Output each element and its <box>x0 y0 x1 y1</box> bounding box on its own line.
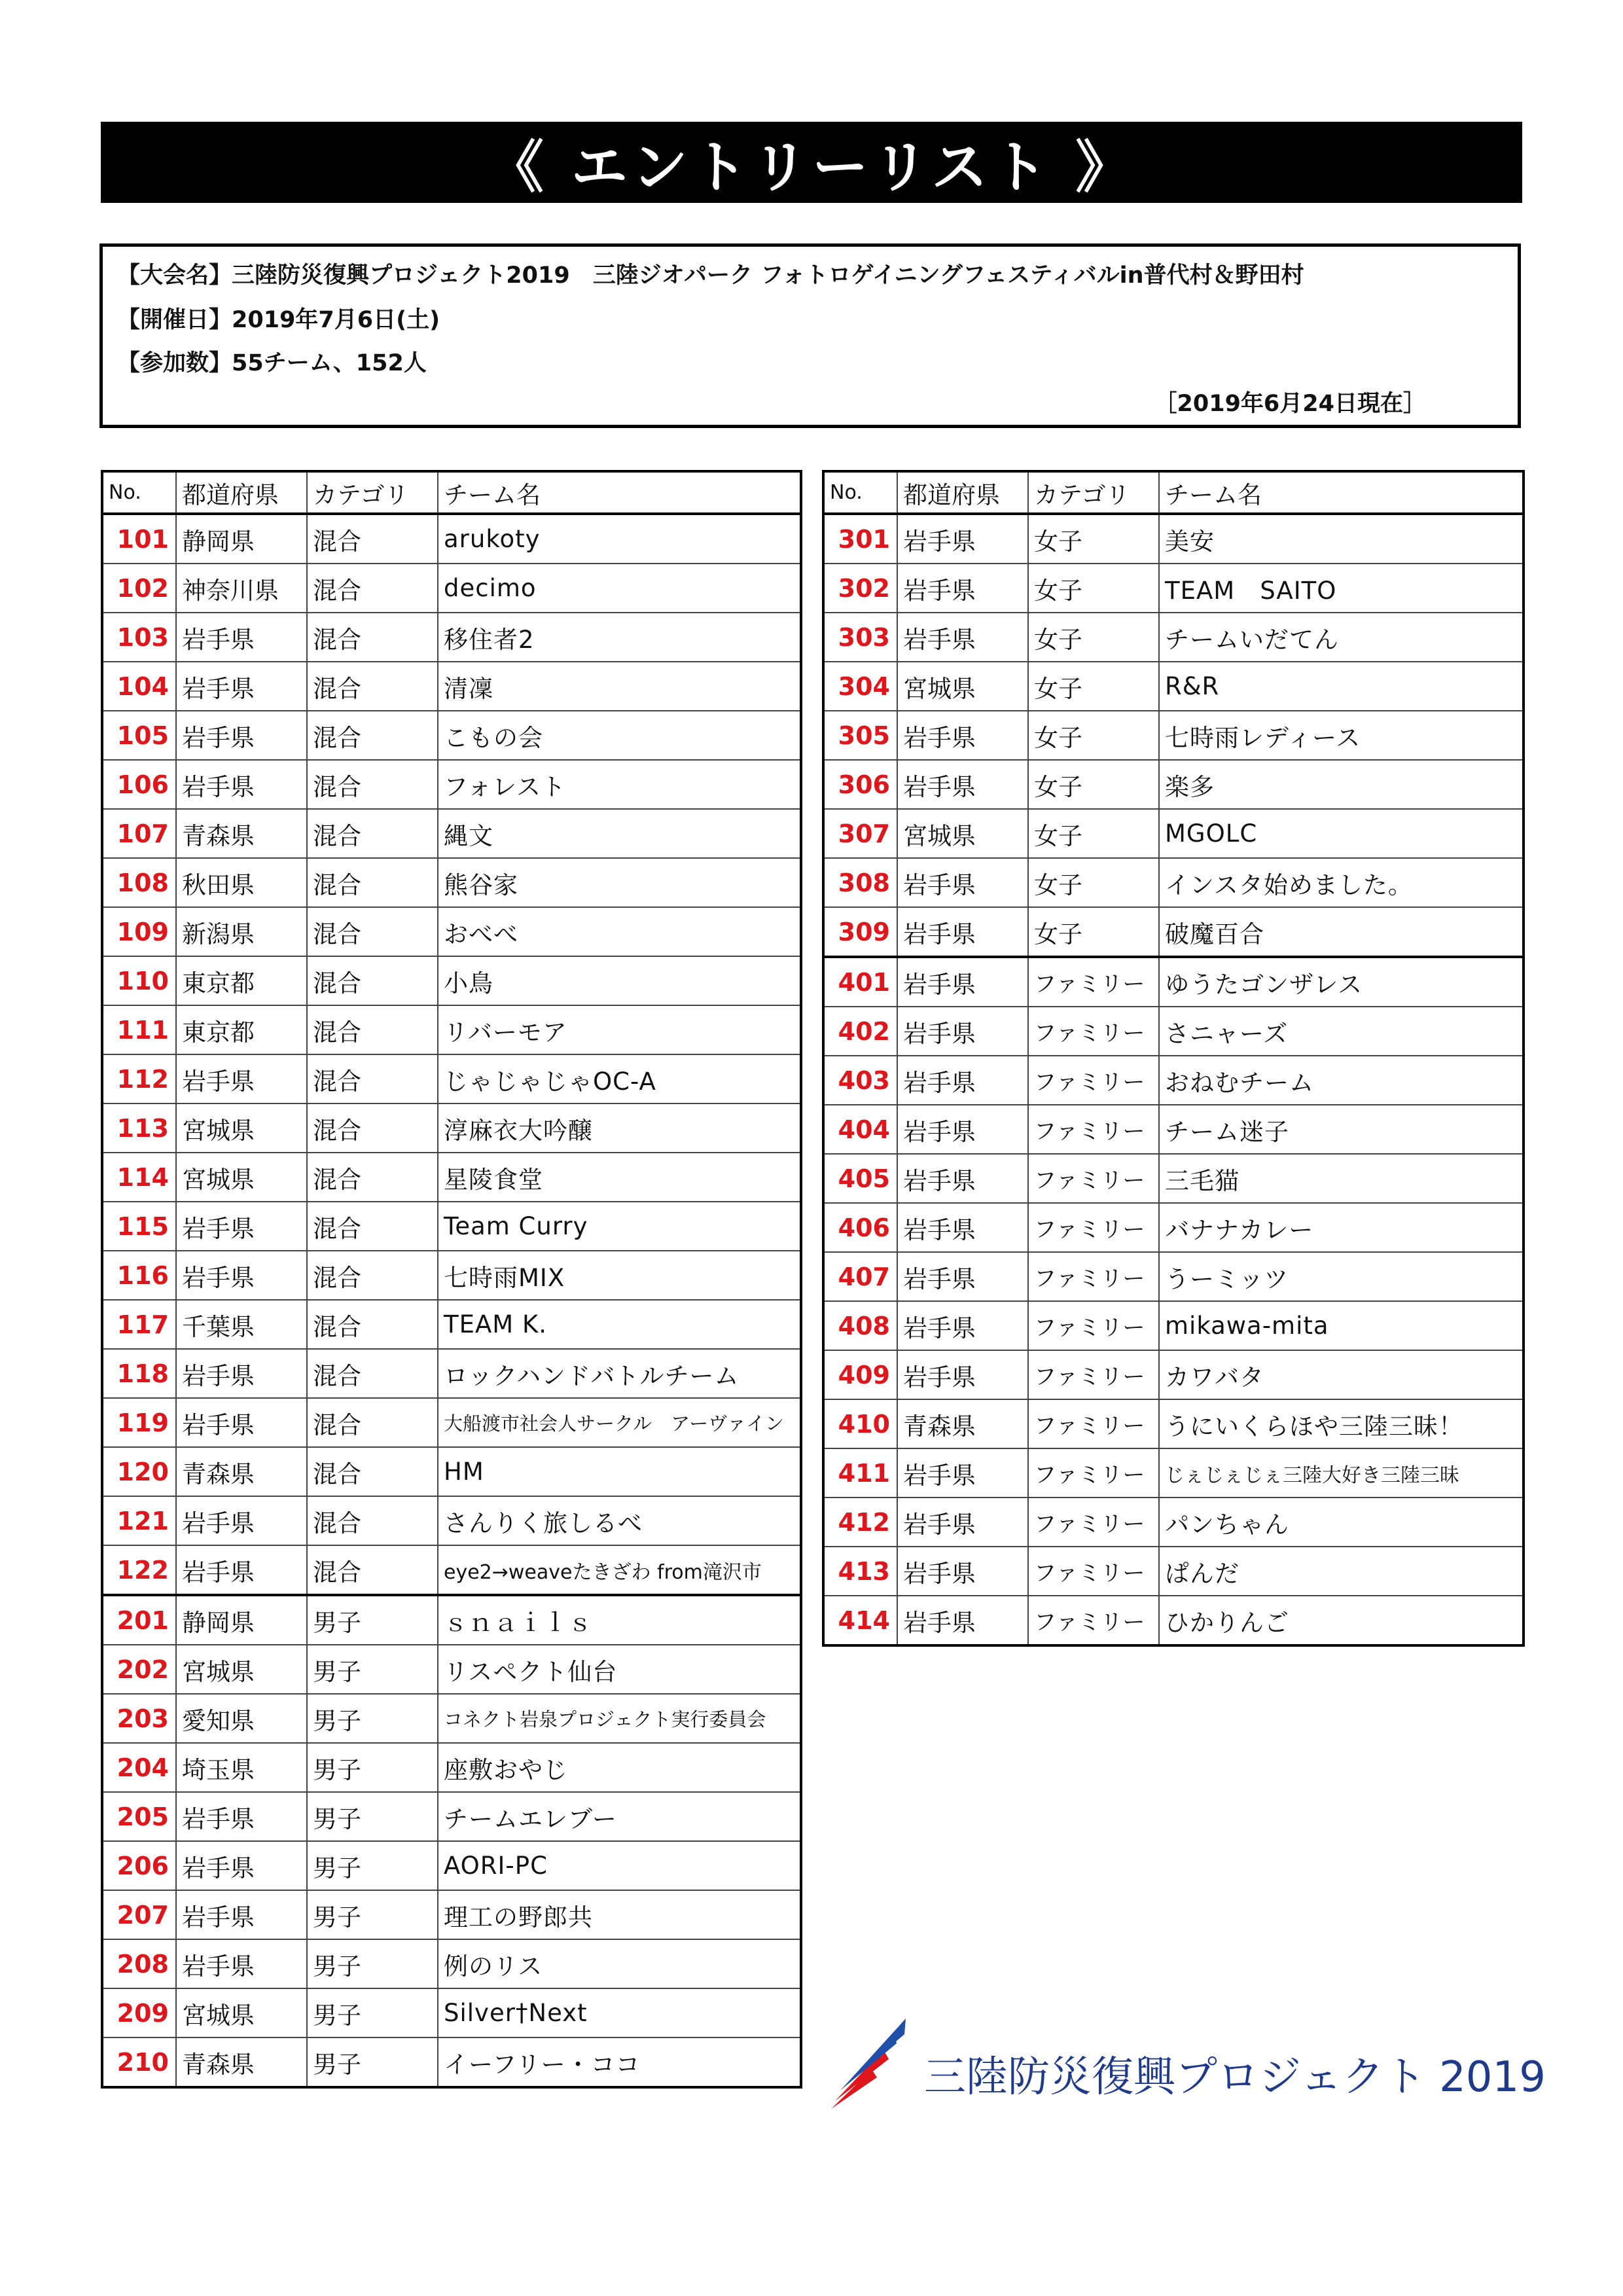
entry-team-name: TEAM K. <box>438 1300 801 1349</box>
entry-number: 201 <box>102 1595 176 1645</box>
entry-prefecture: 岩手県 <box>897 514 1028 564</box>
entry-team-name: arukoty <box>438 514 801 564</box>
table-row <box>823 1056 1524 1105</box>
entry-team-name: 熊谷家 <box>438 858 801 907</box>
table-row <box>102 809 801 858</box>
entry-team-name: ゆうたゴンザレス <box>1159 957 1524 1007</box>
entry-team-name: フォレスト <box>438 760 801 809</box>
logo-mark-icon <box>826 2017 918 2115</box>
header-no: No. <box>102 471 176 514</box>
entry-number: 413 <box>823 1547 897 1596</box>
entry-prefecture: 宮城県 <box>176 1988 307 2037</box>
entry-team-name: チームいだてん <box>1159 613 1524 662</box>
entry-category: 男子 <box>307 1595 438 1645</box>
entry-team-name: TEAM SAITO <box>1159 564 1524 613</box>
table-row <box>102 1988 801 2037</box>
entry-category: 男子 <box>307 2037 438 2087</box>
table-row <box>823 858 1524 907</box>
table-row <box>102 1595 801 1645</box>
entry-number: 122 <box>102 1545 176 1595</box>
entry-category: ファミリー <box>1028 1596 1159 1645</box>
table-row <box>102 1694 801 1743</box>
entry-number: 304 <box>823 662 897 711</box>
entry-number: 103 <box>102 613 176 662</box>
table-row <box>102 1743 801 1792</box>
table-row <box>102 1841 801 1890</box>
entry-team-name: リバーモア <box>438 1005 801 1054</box>
entry-category: 混合 <box>307 1349 438 1398</box>
entry-category: 混合 <box>307 858 438 907</box>
entry-prefecture: 岩手県 <box>897 711 1028 760</box>
entry-number: 115 <box>102 1202 176 1251</box>
entry-team-name: 淳麻衣大吟醸 <box>438 1103 801 1153</box>
table-row <box>102 760 801 809</box>
entry-category: 女子 <box>1028 514 1159 564</box>
entry-team-name: mikawa-mita <box>1159 1301 1524 1350</box>
entry-number: 118 <box>102 1349 176 1398</box>
table-row <box>823 1350 1524 1399</box>
participants-line: 【参加数】55チーム、152人 <box>117 350 427 376</box>
entry-team-name: decimo <box>438 564 801 613</box>
entry-category: 混合 <box>307 1054 438 1103</box>
entry-prefecture: 新潟県 <box>176 907 307 956</box>
entry-prefecture: 岩手県 <box>897 1350 1028 1399</box>
as-of-date: ［2019年6月24日現在］ <box>1154 391 1426 417</box>
entry-prefecture: 青森県 <box>176 2037 307 2087</box>
entry-number: 402 <box>823 1007 897 1056</box>
entry-prefecture: 東京都 <box>176 1005 307 1054</box>
table-row <box>102 1251 801 1300</box>
entry-category: 混合 <box>307 1005 438 1054</box>
entry-number: 407 <box>823 1252 897 1301</box>
entry-number: 112 <box>102 1054 176 1103</box>
entry-category: 混合 <box>307 809 438 858</box>
table-row <box>823 564 1524 613</box>
entry-number: 108 <box>102 858 176 907</box>
entry-prefecture: 宮城県 <box>176 1153 307 1202</box>
entry-number: 307 <box>823 809 897 858</box>
entry-number: 405 <box>823 1154 897 1203</box>
entry-team-name: HM <box>438 1447 801 1496</box>
entry-team-name: MGOLC <box>1159 809 1524 858</box>
entry-team-name: 美安 <box>1159 514 1524 564</box>
entry-prefecture: 岩手県 <box>897 1301 1028 1350</box>
table-row <box>102 1054 801 1103</box>
entry-team-name: Silver†Next <box>438 1988 801 2037</box>
table-row <box>102 1792 801 1841</box>
entry-team-name: うーミッツ <box>1159 1252 1524 1301</box>
entry-number: 204 <box>102 1743 176 1792</box>
table-row <box>102 907 801 956</box>
entry-prefecture: 岩手県 <box>176 1202 307 1251</box>
entry-team-name: 七時雨レディース <box>1159 711 1524 760</box>
entry-number: 301 <box>823 514 897 564</box>
entry-prefecture: 岩手県 <box>897 957 1028 1007</box>
entry-prefecture: 埼玉県 <box>176 1743 307 1792</box>
entry-team-name: 理工の野郎共 <box>438 1890 801 1939</box>
entry-prefecture: 宮城県 <box>897 809 1028 858</box>
table-row <box>102 711 801 760</box>
entry-team-name: 例のリス <box>438 1939 801 1988</box>
table-row <box>102 564 801 613</box>
header-category: カテゴリ <box>307 471 438 514</box>
entry-team-name: おべべ <box>438 907 801 956</box>
entry-prefecture: 岩手県 <box>176 711 307 760</box>
table-row <box>823 1301 1524 1350</box>
entry-prefecture: 青森県 <box>176 809 307 858</box>
entry-table-left <box>101 470 802 2089</box>
entry-prefecture: 岩手県 <box>176 1251 307 1300</box>
table-row <box>102 1496 801 1545</box>
table-row <box>823 1154 1524 1203</box>
table-row <box>102 1202 801 1251</box>
entry-category: 混合 <box>307 1153 438 1202</box>
entry-category: ファミリー <box>1028 1498 1159 1547</box>
entry-team-name: ひかりんご <box>1159 1596 1524 1645</box>
entry-team-name: チーム迷子 <box>1159 1105 1524 1154</box>
entry-category: 男子 <box>307 1694 438 1743</box>
table-row <box>823 1448 1524 1498</box>
table-row <box>823 1252 1524 1301</box>
entry-prefecture: 岩手県 <box>176 1890 307 1939</box>
entry-team-name: Team Curry <box>438 1202 801 1251</box>
entry-category: 混合 <box>307 1202 438 1251</box>
table-row <box>102 2037 801 2087</box>
entry-number: 107 <box>102 809 176 858</box>
entry-number: 411 <box>823 1448 897 1498</box>
entry-number: 305 <box>823 711 897 760</box>
entry-team-name: バナナカレー <box>1159 1203 1524 1252</box>
entry-category: 混合 <box>307 514 438 564</box>
entry-number: 410 <box>823 1399 897 1448</box>
entry-number: 109 <box>102 907 176 956</box>
entry-prefecture: 愛知県 <box>176 1694 307 1743</box>
entry-category: 男子 <box>307 1988 438 2037</box>
entry-table-right <box>822 470 1525 1647</box>
table-row <box>823 760 1524 809</box>
entry-category: 男子 <box>307 1890 438 1939</box>
table-row <box>823 711 1524 760</box>
entry-prefecture: 宮城県 <box>176 1103 307 1153</box>
entry-team-name: ロックハンドバトルチーム <box>438 1349 801 1398</box>
entry-prefecture: 秋田県 <box>176 858 307 907</box>
entry-number: 106 <box>102 760 176 809</box>
logo-text: 三陸防災復興プロジェクト 2019 <box>924 2053 1546 2102</box>
entry-number: 102 <box>102 564 176 613</box>
entry-number: 306 <box>823 760 897 809</box>
entry-team-name: リスペクト仙台 <box>438 1645 801 1694</box>
entry-number: 101 <box>102 514 176 564</box>
table-row <box>823 957 1524 1007</box>
entry-category: 混合 <box>307 907 438 956</box>
table-row <box>102 1447 801 1496</box>
entry-category: 女子 <box>1028 662 1159 711</box>
table-row <box>823 809 1524 858</box>
entry-number: 409 <box>823 1350 897 1399</box>
entry-prefecture: 岩手県 <box>897 1203 1028 1252</box>
entry-number: 414 <box>823 1596 897 1645</box>
entry-team-name: うにいくらほや三陸三昧！ <box>1159 1399 1524 1448</box>
entry-prefecture: 岩手県 <box>897 760 1028 809</box>
entry-team-name: おねむチーム <box>1159 1056 1524 1105</box>
entry-number: 113 <box>102 1103 176 1153</box>
entry-prefecture: 東京都 <box>176 956 307 1005</box>
entry-team-name: チームエレブー <box>438 1792 801 1841</box>
entry-prefecture: 岩手県 <box>897 1252 1028 1301</box>
entry-number: 116 <box>102 1251 176 1300</box>
entry-team-name: 小鳥 <box>438 956 801 1005</box>
entry-team-name: 楽多 <box>1159 760 1524 809</box>
table-row <box>102 1300 801 1349</box>
project-logo <box>826 2017 1546 2115</box>
entry-team-name: インスタ始めました。 <box>1159 858 1524 907</box>
entry-category: ファミリー <box>1028 1252 1159 1301</box>
entry-number: 308 <box>823 858 897 907</box>
table-row <box>823 1105 1524 1154</box>
event-info-box <box>99 243 1521 428</box>
entry-team-name: 移住者2 <box>438 613 801 662</box>
entry-team-name: 星陵食堂 <box>438 1153 801 1202</box>
entry-number: 303 <box>823 613 897 662</box>
entry-team-name: 三毛猫 <box>1159 1154 1524 1203</box>
table-header-row <box>823 471 1524 514</box>
entry-prefecture: 岩手県 <box>897 1547 1028 1596</box>
entry-category: 女子 <box>1028 907 1159 957</box>
table-row <box>102 1398 801 1447</box>
header-prefecture: 都道府県 <box>176 471 307 514</box>
entry-category: 混合 <box>307 564 438 613</box>
entry-team-name: イーフリー・ココ <box>438 2037 801 2087</box>
entry-team-name: 縄文 <box>438 809 801 858</box>
entry-prefecture: 岩手県 <box>897 907 1028 957</box>
table-row <box>823 514 1524 564</box>
header-no: No. <box>823 471 897 514</box>
entry-category: ファミリー <box>1028 1547 1159 1596</box>
header-team-name: チーム名 <box>438 471 801 514</box>
table-row <box>823 1498 1524 1547</box>
entry-category: ファミリー <box>1028 1105 1159 1154</box>
entry-number: 202 <box>102 1645 176 1694</box>
entry-category: 女子 <box>1028 613 1159 662</box>
entry-prefecture: 岩手県 <box>176 760 307 809</box>
entry-number: 105 <box>102 711 176 760</box>
entry-prefecture: 岩手県 <box>897 1448 1028 1498</box>
entry-category: 混合 <box>307 1545 438 1595</box>
table-row <box>823 1547 1524 1596</box>
entry-team-name: 座敷おやじ <box>438 1743 801 1792</box>
header-team-name: チーム名 <box>1159 471 1524 514</box>
entry-prefecture: 静岡県 <box>176 1595 307 1645</box>
table-row <box>102 1103 801 1153</box>
entry-category: ファミリー <box>1028 957 1159 1007</box>
table-row <box>823 1007 1524 1056</box>
entry-prefecture: 岩手県 <box>897 1154 1028 1203</box>
entry-team-name: パンちゃん <box>1159 1498 1524 1547</box>
entry-category: 女子 <box>1028 858 1159 907</box>
entry-team-name: ｓｎａｉｌｓ <box>438 1595 801 1645</box>
entry-team-name: 大船渡市社会人サークル アーヴァイン <box>438 1398 801 1447</box>
entry-team-name: さニャーズ <box>1159 1007 1524 1056</box>
entry-prefecture: 岩手県 <box>897 1007 1028 1056</box>
entry-number: 114 <box>102 1153 176 1202</box>
event-date-line: 【開催日】2019年7月6日(土) <box>117 307 440 333</box>
entry-number: 121 <box>102 1496 176 1545</box>
entry-prefecture: 岩手県 <box>897 1498 1028 1547</box>
table-row <box>102 1005 801 1054</box>
table-row <box>102 1153 801 1202</box>
entry-number: 104 <box>102 662 176 711</box>
entry-category: 混合 <box>307 956 438 1005</box>
entry-prefecture: 岩手県 <box>176 1792 307 1841</box>
header-category: カテゴリ <box>1028 471 1159 514</box>
table-row <box>102 956 801 1005</box>
entry-number: 208 <box>102 1939 176 1988</box>
entry-prefecture: 岩手県 <box>176 1841 307 1890</box>
entry-prefecture: 岩手県 <box>176 1496 307 1545</box>
entry-category: 混合 <box>307 1103 438 1153</box>
entry-category: ファミリー <box>1028 1350 1159 1399</box>
entry-category: ファミリー <box>1028 1203 1159 1252</box>
table-row <box>823 1203 1524 1252</box>
table-row <box>102 858 801 907</box>
table-header-row <box>102 471 801 514</box>
entry-prefecture: 岩手県 <box>897 613 1028 662</box>
entry-number: 111 <box>102 1005 176 1054</box>
entry-category: ファミリー <box>1028 1154 1159 1203</box>
entry-number: 119 <box>102 1398 176 1447</box>
entry-number: 120 <box>102 1447 176 1496</box>
entry-team-name: コネクト岩泉プロジェクト実行委員会 <box>438 1694 801 1743</box>
entry-category: ファミリー <box>1028 1056 1159 1105</box>
entry-number: 401 <box>823 957 897 1007</box>
entry-category: 女子 <box>1028 711 1159 760</box>
table-row <box>823 613 1524 662</box>
entry-prefecture: 宮城県 <box>897 662 1028 711</box>
entry-prefecture: 岩手県 <box>897 1056 1028 1105</box>
table-row <box>102 662 801 711</box>
entry-category: 混合 <box>307 1251 438 1300</box>
entry-team-name: AORI-PC <box>438 1841 801 1890</box>
entry-prefecture: 岩手県 <box>176 1545 307 1595</box>
table-row <box>823 1399 1524 1448</box>
entry-category: 男子 <box>307 1841 438 1890</box>
entry-team-name: ぱんだ <box>1159 1547 1524 1596</box>
entry-team-name: R&R <box>1159 662 1524 711</box>
entry-number: 205 <box>102 1792 176 1841</box>
entry-prefecture: 神奈川県 <box>176 564 307 613</box>
entry-prefecture: 岩手県 <box>176 1349 307 1398</box>
entry-prefecture: 岩手県 <box>176 1054 307 1103</box>
table-row <box>823 662 1524 711</box>
entry-prefecture: 岩手県 <box>897 564 1028 613</box>
entry-category: 男子 <box>307 1645 438 1694</box>
entry-category: 混合 <box>307 613 438 662</box>
entry-number: 207 <box>102 1890 176 1939</box>
entry-number: 203 <box>102 1694 176 1743</box>
entry-team-name: 清凜 <box>438 662 801 711</box>
entry-team-name: じゃじゃじゃOC-A <box>438 1054 801 1103</box>
entry-prefecture: 岩手県 <box>176 1398 307 1447</box>
entry-category: 混合 <box>307 711 438 760</box>
entry-category: 女子 <box>1028 809 1159 858</box>
table-row <box>823 907 1524 957</box>
table-row <box>102 613 801 662</box>
header-prefecture: 都道府県 <box>897 471 1028 514</box>
entry-category: 男子 <box>307 1939 438 1988</box>
event-name-line: 【大会名】三陸防災復興プロジェクト2019 三陸ジオパーク フォトロゲイニングフェスティバルin普代村＆野田村 <box>117 262 1304 289</box>
entry-team-name: さんりく旅しるべ <box>438 1496 801 1545</box>
entry-number: 406 <box>823 1203 897 1252</box>
entry-category: ファミリー <box>1028 1399 1159 1448</box>
entry-team-name: eye2→weaveたきざわ from滝沢市 <box>438 1545 801 1595</box>
entry-number: 206 <box>102 1841 176 1890</box>
entry-category: 男子 <box>307 1792 438 1841</box>
entry-number: 209 <box>102 1988 176 2037</box>
entry-team-name: 破魔百合 <box>1159 907 1524 957</box>
entry-team-name: カワバタ <box>1159 1350 1524 1399</box>
entry-number: 412 <box>823 1498 897 1547</box>
entry-number: 309 <box>823 907 897 957</box>
table-row <box>102 1645 801 1694</box>
entry-prefecture: 岩手県 <box>176 1939 307 1988</box>
entry-number: 302 <box>823 564 897 613</box>
entry-team-name: こもの会 <box>438 711 801 760</box>
table-row <box>102 1939 801 1988</box>
entry-number: 408 <box>823 1301 897 1350</box>
entry-prefecture: 岩手県 <box>897 1596 1028 1645</box>
entry-prefecture: 岩手県 <box>176 613 307 662</box>
entry-team-name: じぇじぇじぇ三陸大好き三陸三昧 <box>1159 1448 1524 1498</box>
entry-prefecture: 宮城県 <box>176 1645 307 1694</box>
entry-prefecture: 青森県 <box>897 1399 1028 1448</box>
entry-category: ファミリー <box>1028 1448 1159 1498</box>
entry-category: 混合 <box>307 1496 438 1545</box>
entry-prefecture: 青森県 <box>176 1447 307 1496</box>
entry-prefecture: 岩手県 <box>897 1105 1028 1154</box>
entry-category: 混合 <box>307 760 438 809</box>
table-row <box>102 1890 801 1939</box>
entry-number: 110 <box>102 956 176 1005</box>
entry-category: 混合 <box>307 662 438 711</box>
entry-number: 210 <box>102 2037 176 2087</box>
entry-number: 403 <box>823 1056 897 1105</box>
page-title: 《 エントリーリスト 》 <box>101 122 1522 203</box>
entry-prefecture: 岩手県 <box>897 858 1028 907</box>
entry-category: 女子 <box>1028 564 1159 613</box>
table-row <box>102 514 801 564</box>
entry-category: ファミリー <box>1028 1007 1159 1056</box>
entry-category: ファミリー <box>1028 1301 1159 1350</box>
entry-prefecture: 千葉県 <box>176 1300 307 1349</box>
table-row <box>823 1596 1524 1645</box>
entry-number: 404 <box>823 1105 897 1154</box>
entry-category: 混合 <box>307 1447 438 1496</box>
entry-prefecture: 岩手県 <box>176 662 307 711</box>
entry-category: 混合 <box>307 1398 438 1447</box>
entry-number: 117 <box>102 1300 176 1349</box>
table-row <box>102 1545 801 1595</box>
entry-category: 女子 <box>1028 760 1159 809</box>
table-row <box>102 1349 801 1398</box>
entry-team-name: 七時雨MIX <box>438 1251 801 1300</box>
entry-category: 混合 <box>307 1300 438 1349</box>
entry-category: 男子 <box>307 1743 438 1792</box>
entry-prefecture: 静岡県 <box>176 514 307 564</box>
